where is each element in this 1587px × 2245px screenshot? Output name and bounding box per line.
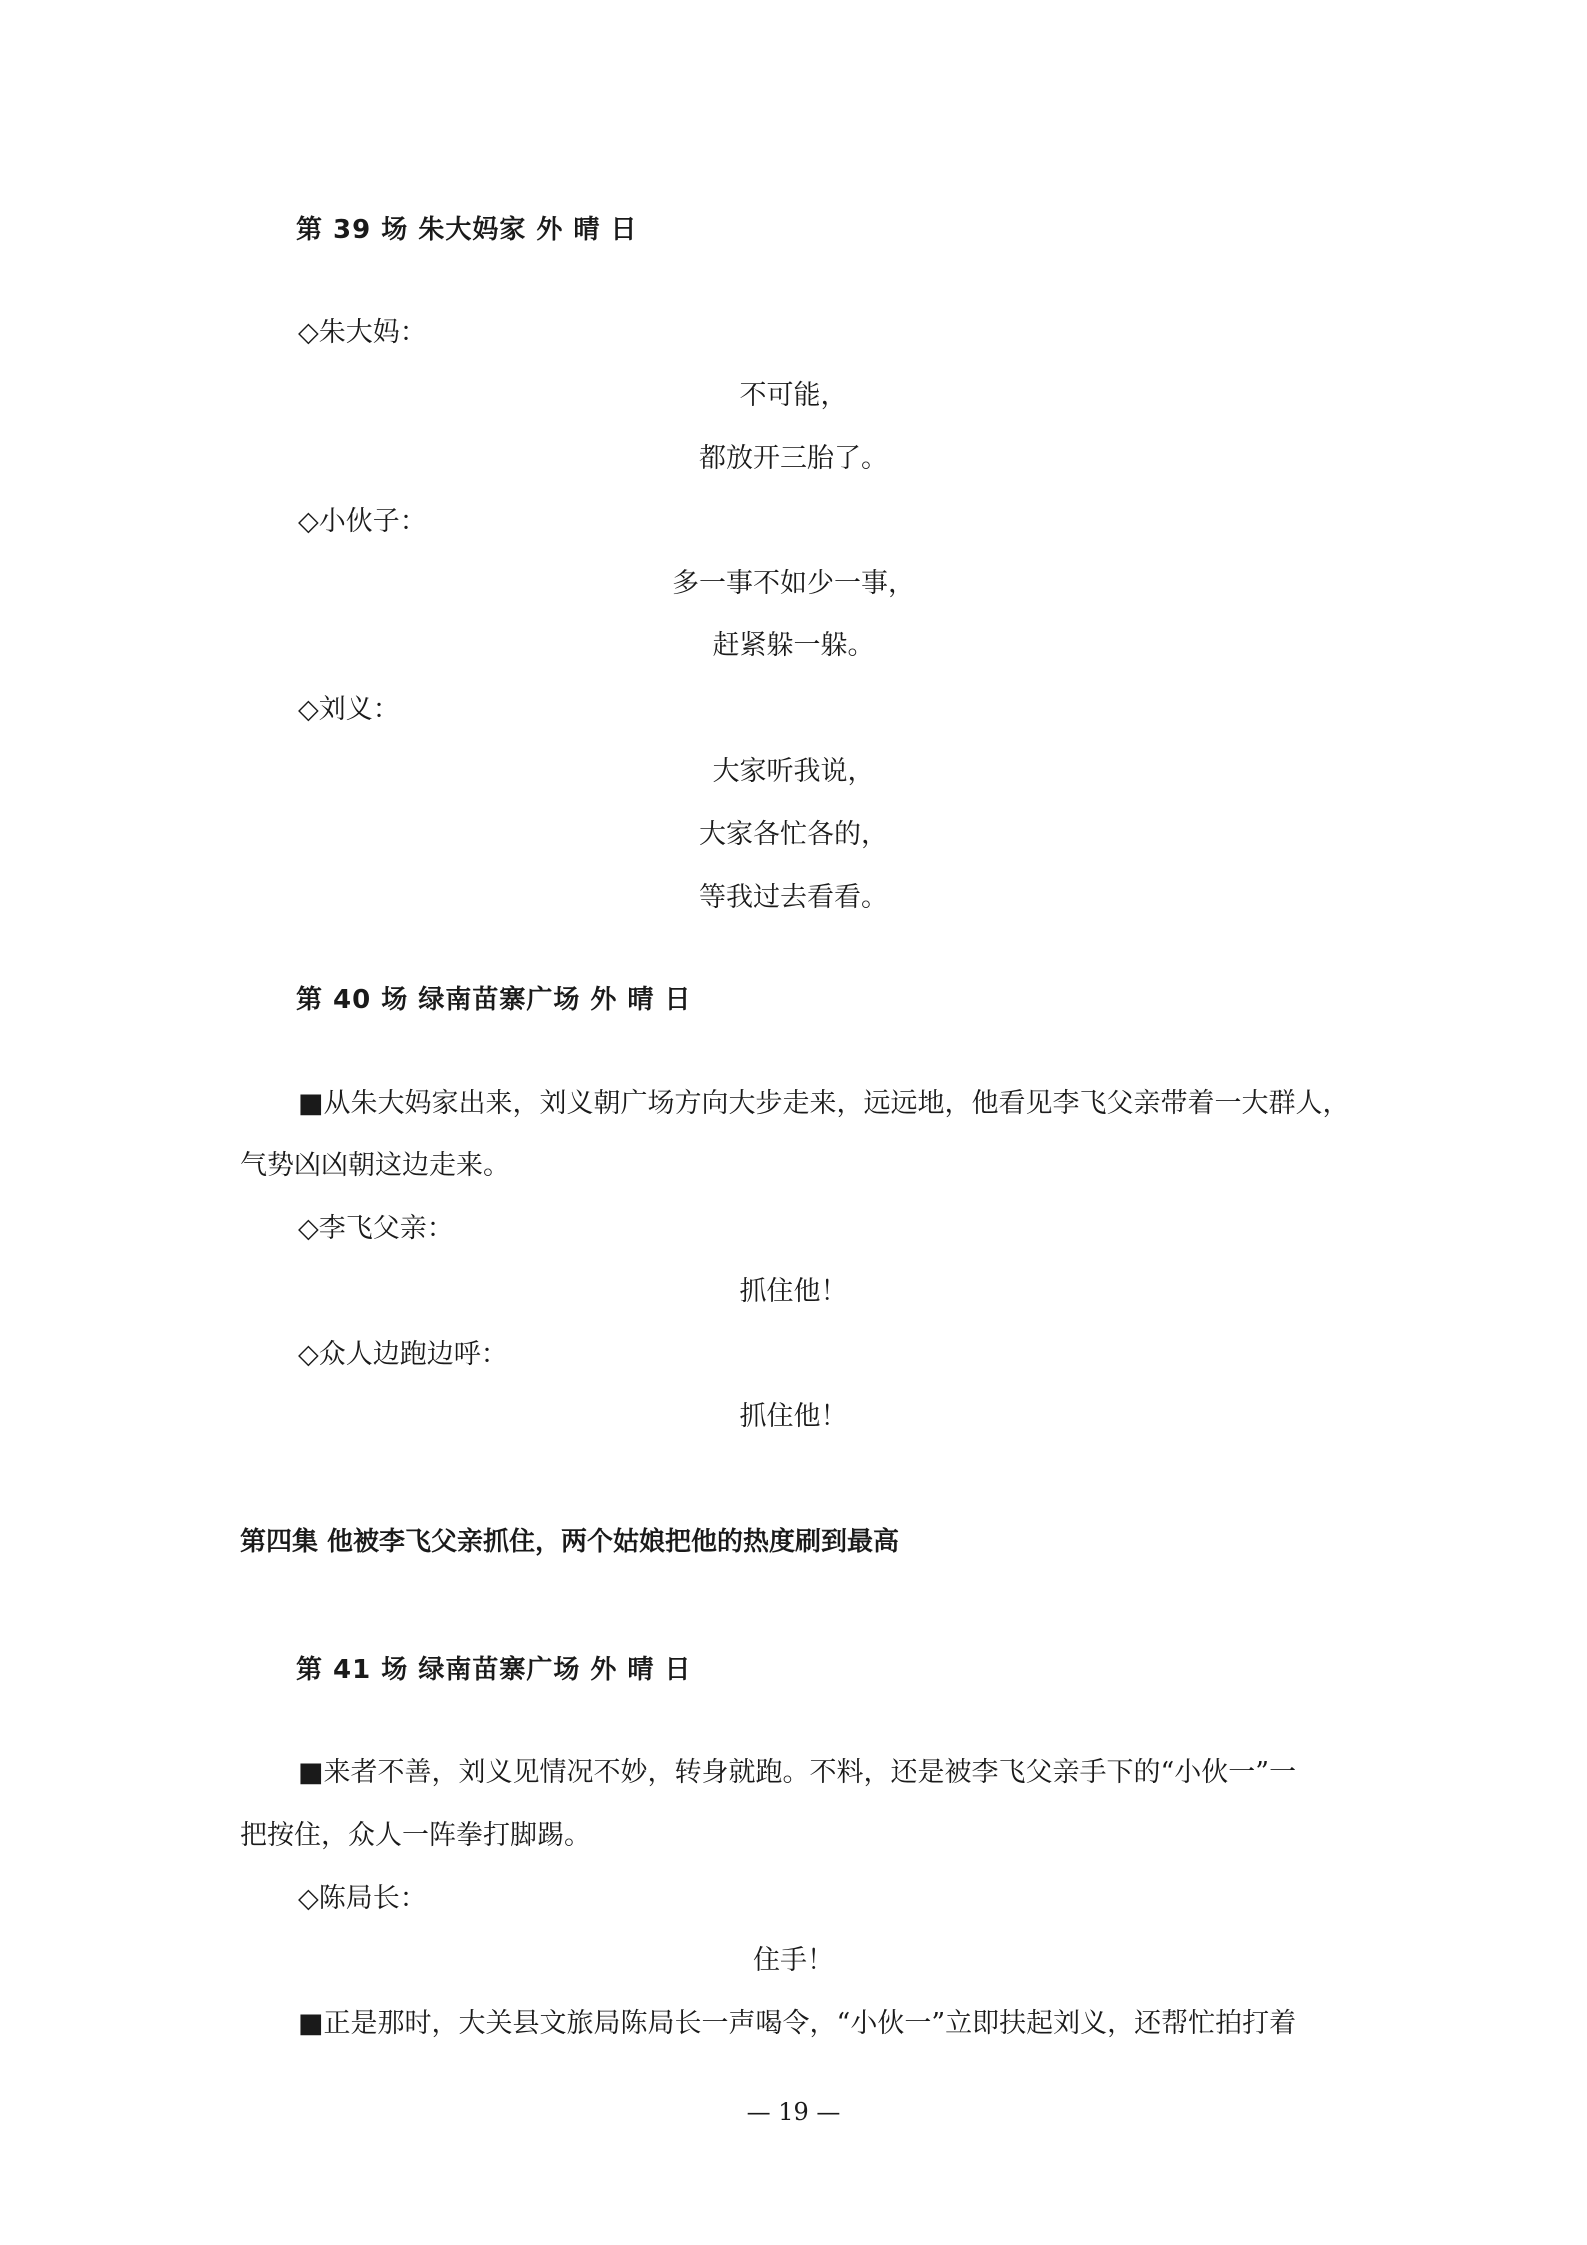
scene-40-heading: 第 40 场 绿南苗寨广场 外 晴 日 bbox=[296, 985, 692, 1015]
action-paragraph: ■正是那时，大关县文旅局陈局长一声喝令，“小伙一”立即扶起刘义，还帮忙拍打着 bbox=[298, 2008, 1297, 2039]
action-paragraph-cont: 把按住，众人一阵拳打脚踢。 bbox=[240, 1820, 591, 1851]
dialogue-line: 住手！ bbox=[753, 1945, 834, 1976]
speaker-li-fei-father: ◇李飞父亲： bbox=[298, 1213, 454, 1244]
page-number: — 19 — bbox=[746, 2098, 841, 2126]
dialogue-line: 大家听我说， bbox=[712, 756, 875, 787]
speaker-zhu-dama: ◇朱大妈： bbox=[298, 317, 427, 348]
dialogue-line: 赶紧躲一躲。 bbox=[712, 630, 875, 661]
scene-39-heading: 第 39 场 朱大妈家 外 晴 日 bbox=[296, 215, 638, 245]
action-paragraph-cont: 气势凶凶朝这边走来。 bbox=[240, 1150, 510, 1181]
action-paragraph: ■来者不善，刘义见情况不妙，转身就跑。不料，还是被李飞父亲手下的“小伙一”一 bbox=[298, 1757, 1297, 1788]
dialogue-line: 多一事不如少一事， bbox=[672, 568, 915, 599]
dialogue-line: 不可能， bbox=[739, 380, 848, 411]
speaker-xiaohuozi: ◇小伙子： bbox=[298, 506, 427, 537]
action-paragraph: ■从朱大妈家出来，刘义朝广场方向大步走来，远远地，他看见李飞父亲带着一大群人， bbox=[298, 1088, 1350, 1119]
scene-41-heading: 第 41 场 绿南苗寨广场 外 晴 日 bbox=[296, 1655, 692, 1685]
speaker-crowd: ◇众人边跑边呼： bbox=[298, 1339, 508, 1370]
speaker-liu-yi: ◇刘义： bbox=[298, 694, 400, 725]
dialogue-line: 都放开三胎了。 bbox=[699, 443, 888, 474]
dialogue-line: 等我过去看看。 bbox=[699, 882, 888, 913]
dialogue-line: 抓住他！ bbox=[739, 1401, 848, 1432]
speaker-chen-juzhang: ◇陈局长： bbox=[298, 1883, 427, 1914]
dialogue-line: 大家各忙各的， bbox=[699, 819, 888, 850]
dialogue-line: 抓住他！ bbox=[739, 1276, 848, 1307]
episode-4-title: 第四集 他被李飞父亲抓住，两个姑娘把他的热度刷到最高 bbox=[240, 1527, 900, 1557]
